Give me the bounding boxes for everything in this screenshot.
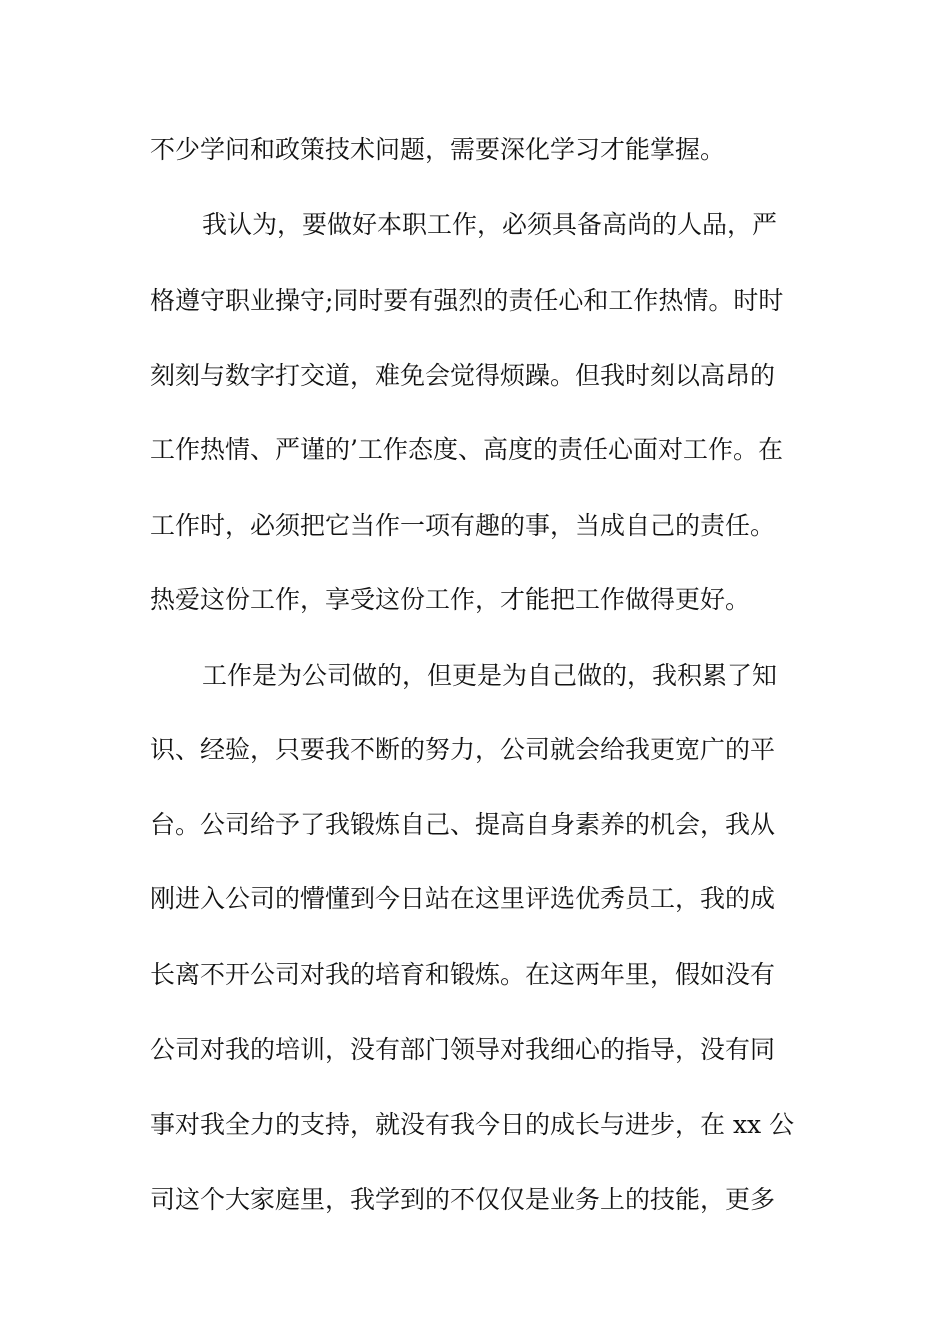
text-line: 事对我全力的支持，就没有我今日的成长与进步，在 xx 公 (150, 1110, 795, 1139)
text-line: 长离不开公司对我的培育和锻炼。在这两年里，假如没有 (150, 960, 776, 989)
text-line: 识、经验，只要我不断的努力，公司就会给我更宽广的平 (150, 735, 776, 764)
paragraph-start-line: 工作是为公司做的，但更是为自己做的，我积累了知 (202, 661, 778, 690)
paragraph-start-line: 我认为，要做好本职工作，必须具备高尚的人品，严 (202, 210, 778, 239)
text-line: 台。公司给予了我锻炼自己、提高自身素养的机会，我从 (150, 810, 776, 839)
text-line: 刻刻与数字打交道，难免会觉得烦躁。但我时刻以高昂的 (150, 361, 776, 390)
text-line: 工作热情、严谨的’工作态度、高度的责任心面对工作。在 (150, 435, 783, 464)
text-line: 热爱这份工作，享受这份工作，才能把工作做得更好。 (150, 585, 751, 614)
text-line: 不少学问和政策技术问题，需要深化学习才能掌握。 (150, 135, 726, 164)
text-line: 格遵守职业操守;同时要有强烈的责任心和工作热情。时时 (150, 286, 784, 315)
text-line: 工作时，必须把它当作一项有趣的事，当成自己的责任。 (150, 511, 776, 540)
text-line: 司这个大家庭里，我学到的不仅仅是业务上的技能，更多 (150, 1185, 776, 1214)
text-line: 公司对我的培训，没有部门领导对我细心的指导，没有同 (150, 1035, 776, 1064)
text-line: 刚进入公司的懵懂到今日站在这里评选优秀员工，我的成 (150, 884, 776, 913)
